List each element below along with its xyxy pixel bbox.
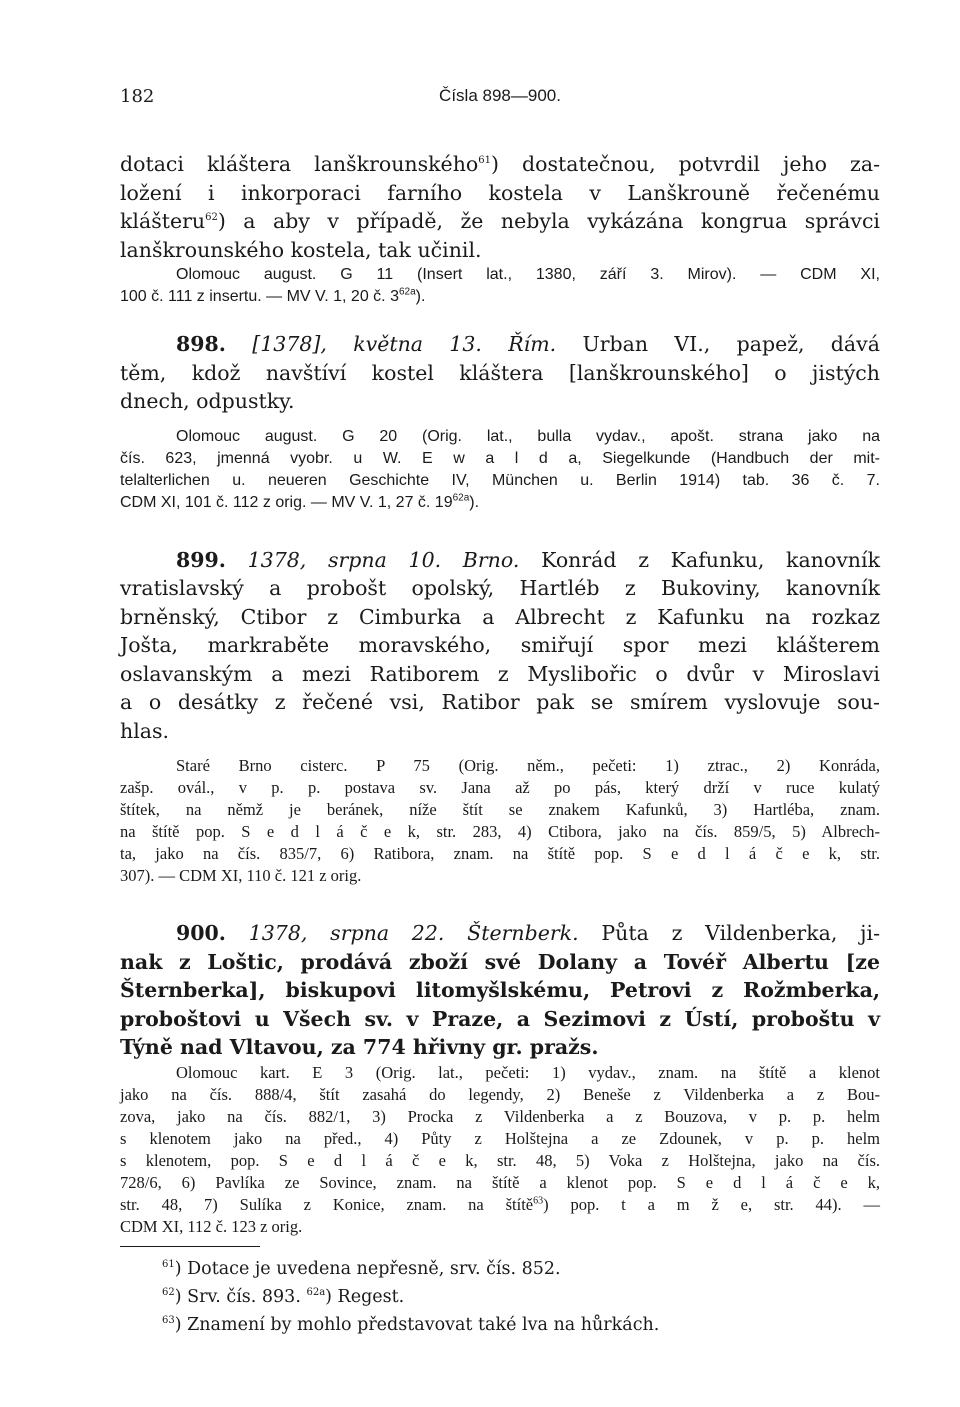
footnotes	[120, 1246, 880, 1339]
footnote-ref: 62	[205, 212, 218, 224]
running-title: Čísla 898—900.	[439, 86, 561, 105]
footnote-63: $^{63}$) Znamení by mohlo představovat také lva na hůrkách.	[162, 1315, 660, 1335]
footnote-rule	[120, 1246, 260, 1247]
document-898: 898. [1378], května 13. Řím. Urban VI., papež, dává těm, kdož navštíví kostel kláštera [lanškrounského] o jistých dnech, odpustky. Olomouc august. G 20 (Orig. lat., bulla vydav., apošt. strana jako na čís. 623, jmenná vyobr. u W. E w a l d a, Siegelkunde (Handbuch der mit- telalterlichen u. neueren Geschichte IV, München u. Berlin 1914) tab. 36 č. 7. CDM XI, 101 č. 112 z orig. — MV V. 1, 27 č. $19^{62a}$).	[120, 332, 880, 511]
document-number: 900.	[176, 921, 226, 945]
intro-paragraph: dotaci kláštera lanškrounského$^{61}$) dostatečnou, potvrdil jeho za- ložení i inkorporaci farního kostela v Lanškrouně řečenému klášteru$^{62}$) a aby v případě, že nebyla vykázána kongrua správci lanškrounského kostela, tak učinil.	[120, 152, 880, 262]
footnote-62: $^{62}$) Srv. čís. 893. $^{62a}$) Regest.	[162, 1287, 405, 1307]
document-number: 899.	[176, 547, 226, 572]
footnote-ref: 63	[533, 1195, 544, 1206]
document-900: 900. 1378, srpna 22. Šternberk. Půta z Vildenberka, ji- nak z Loštic, prodává zboží své Dolany a Tovéř Albertu [ze Šternberka], biskupovi litomyšlskému, Petrovi z Rožmberka, proboštovi u Všech sv. v Praze, a Sezimovi z Ústí, proboštu v Týně nad Vltavou, za 774 hřivny gr. pražs. Olomouc kart. E 3 (Orig. lat., pečeti: 1) vydav., znam. na štítě a klenot jako na čís. 888/4, štít zasahá do legendy, 2) Beneše z Vildenberka a z Bou- zova, jako na čís. 882/1, 3) Procka z Vildenberka a z Bouzova, v p. p. helm s klenotem jako na před., 4) Půty z Holštejna a ze Zdounek, v p. p. helm s klenotem, pop. S e d l á č e k, str. 48, 5) Voka z Holštejna, jako na čís. 728/6, 6) Pavlíka ze Sovince, znam. na štítě a klenot pop. S e d l á č e k, str. 48, 7) Sulíka z Konice, znam. na štítě$^{63}$) pop. t a m ž e, str. 44). — CDM XI, 112 č. 123 z orig.	[120, 921, 881, 1236]
document-number: 898.	[176, 332, 226, 356]
intro-source: Olomouc august. G 11 (Insert lat., 1380, září 3. Mirov). — CDM XI, 100 č. 111 z insertu. — MV V. 1, 20 č. $3^{62a}$).	[120, 266, 880, 305]
document-899: 899. 1378, srpna 10. Brno. Konrád z Kafunku, kanovník vratislavský a probošt opolský, Hartléb z Bukoviny, kanovník brněnský, Ctibor z Cimburka a Albrecht z Kafunku na rozkaz Jošta, markraběte moravského, smiřují spor mezi klášterem oslavanským a mezi Ratiborem z Myslibořic o dvůr v Miroslavi a o desátky z řečené vsi, Ratibor pak se smírem vyslovuje sou- hlas. Staré Brno cisterc. P 75 (Orig. něm., pečeti: 1) ztrac., 2) Konráda, zašp. ovál., v p. p. postava sv. Jana až po pás, který drží v ruce kulatý štítek, na němž je beránek, níže štít se znakem Kafunků, 3) Hartléba, znam. na štítě pop. S e d l á č e k, str. 283, 4) Ctibora, jako na čís. 859/5, 5) Albrech- ta, jako na čís. 835/7, 6) Ratibora, znam. na štítě pop. S e d l á č e k, str. 307). — CDM XI, 110 č. 121 z orig.	[120, 547, 880, 885]
footnote-61: $^{61}$) Dotace je uvedena nepřesně, srv. čís. 852.	[162, 1259, 561, 1279]
footnote-ref: 61	[478, 155, 491, 167]
page-number: 182	[120, 86, 155, 107]
document-date: 1378, srpna 22. Šternberk.	[248, 921, 579, 945]
document-date: [1378], května 13. Řím.	[252, 332, 557, 356]
page-header	[120, 86, 880, 114]
main-text	[120, 150, 880, 1238]
document-date: 1378, srpna 10. Brno.	[247, 547, 520, 572]
